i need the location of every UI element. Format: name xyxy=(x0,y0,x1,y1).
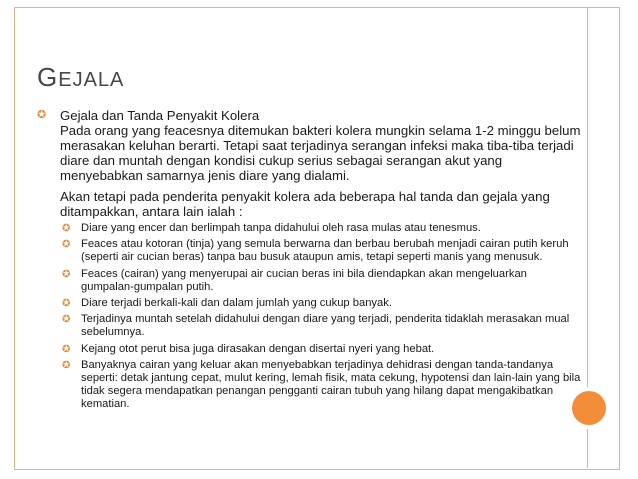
bullet-icon: ✪ xyxy=(62,223,71,234)
list-item xyxy=(60,359,582,412)
list-item xyxy=(60,297,582,310)
title-rest: EJALA xyxy=(58,69,125,91)
slide-content xyxy=(37,108,582,415)
title-first-letter: G xyxy=(37,62,59,92)
bullet-heading-text: Gejala dan Tanda Penyakit Kolera xyxy=(60,108,260,123)
list-item xyxy=(60,238,582,264)
paragraph-intro: Pada orang yang feacesnya ditemukan bakteri kolera mungkin selama 1-2 minggu belum merasakan keluhan berarti. Tetapi saat terjadinya serangan infeksi maka tiba-tiba terjadi diare dan muntah dengan kondisi cukup serius sebagai serangan akut yang menyebabkan samarnya jenis diare yang dialami. xyxy=(60,123,581,183)
list-item xyxy=(60,313,582,339)
bullet-heading xyxy=(60,108,582,183)
list-item-text: Banyaknya cairan yang keluar akan menyebabkan terjadinya dehidrasi dengan tanda-tandanya seperti: detak jantung cepat, mulut kering, lemah fisik, mata cekung, hypotensi dan lain-lain yang bila tidak segera mendapatkan penangan pengganti cairan tubuh yang hilang dapat mengakibatkan kematian. xyxy=(81,358,581,411)
main-bullet xyxy=(37,108,582,412)
list-item-text: Diare yang encer dan berlimpah tanpa didahului oleh rasa mulas atau tenesmus. xyxy=(81,222,481,234)
bullet-icon: ✪ xyxy=(62,298,71,310)
bullet-icon: ✪ xyxy=(62,359,71,371)
paragraph-signs: Akan tetapi pada penderita penyakit kolera ada beberapa hal tanda dan gejala yang ditampakkan, antara lain ialah : xyxy=(60,189,550,219)
list-item xyxy=(60,343,582,356)
bullet-icon: ✪ xyxy=(62,268,71,280)
bullet-icon: ✪ xyxy=(62,239,71,251)
bullet-icon: ✪ xyxy=(62,314,71,326)
list-item-text: Kejang otot perut bisa juga dirasakan dengan disertai nyeri yang hebat. xyxy=(81,342,435,355)
list-item-text: Terjadinya muntah setelah didahului dengan diare yang terjadi, penderita tidaklah merasakan mual sebelumnya. xyxy=(81,313,570,339)
bullet-icon: ✪ xyxy=(37,109,47,121)
list-item-text: Feaces atau kotoran (tinja) yang semula berwarna dan berbau berubah menjadi cairan putih keruh (seperti air cucian beras) tanpa bau busuk ataupun amis, tetapi seperti manis yang menusuk. xyxy=(81,238,569,264)
list-item xyxy=(60,222,582,235)
list-item xyxy=(60,268,582,294)
bullet-icon: ✪ xyxy=(62,343,71,355)
list-item-text: Diare terjadi berkali-kali dan dalam jumlah yang cukup banyak. xyxy=(81,297,392,310)
list-item-text: Feaces (cairan) yang menyerupai air cucian beras ini bila diendapkan akan mengeluarkan gumpalan-gumpalan putih. xyxy=(81,267,527,293)
symptom-list xyxy=(60,222,582,412)
slide-title xyxy=(37,62,124,93)
